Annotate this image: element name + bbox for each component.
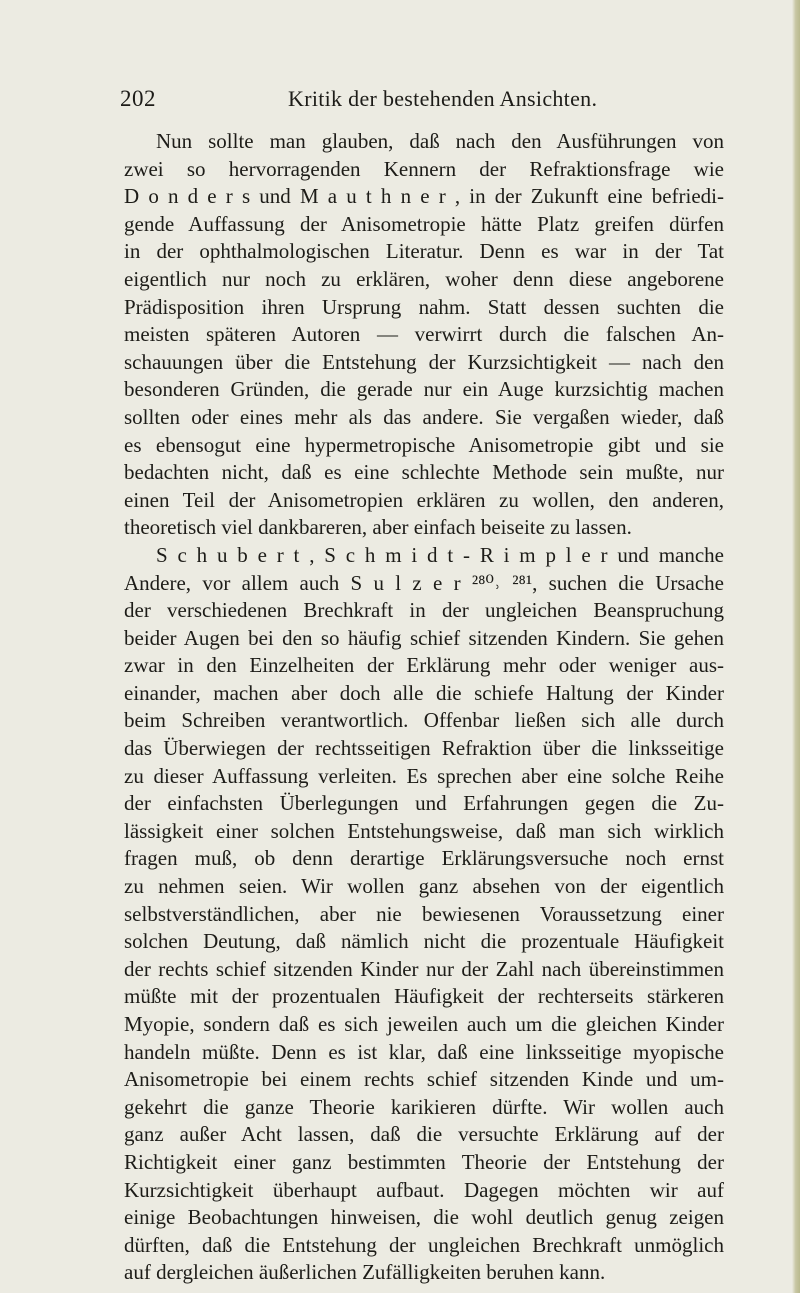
text-line: einen Teil der Anisometropien erklären zu wollen, den anderen,: [124, 487, 724, 512]
text-line: solchen Deutung, daß nämlich nicht die prozentuale Häufigkeit: [124, 929, 724, 954]
text-line: besonderen Gründen, die gerade nur ein Auge kurzsichtig machen: [124, 377, 724, 402]
text-line: selbstverständlichen, aber nie bewiesenen Voraussetzung einer: [124, 901, 724, 926]
text-line: beider Augen bei den so häufig schief sitzenden Kindern. Sie gehen: [124, 625, 724, 650]
text-line: es ebensogut eine hypermetropische Anisometropie gibt und sie: [124, 432, 724, 457]
text-line: zu dieser Auffassung verleiten. Es sprechen aber eine solche Reihe: [124, 763, 724, 788]
text-line: eigentlich nur noch zu erklären, woher denn diese angeborene: [124, 266, 724, 291]
text-line: Nun sollte man glauben, daß nach den Ausführungen von: [156, 129, 724, 153]
text-line: schauungen über die Entstehung der Kurzsichtigkeit — nach den: [124, 349, 724, 374]
text-line: einander, machen aber doch alle die schiefe Haltung der Kinder: [124, 680, 724, 705]
text-line: müßte mit der prozentualen Häufigkeit der rechterseits stärkeren: [124, 984, 724, 1009]
text-line: sollten oder eines mehr als das andere. Sie vergaßen wieder, daß: [124, 404, 724, 429]
text-line: zu nehmen seien. Wir wollen ganz absehen von der eigentlich: [124, 874, 724, 899]
text-line: beim Schreiben verantwortlich. Offenbar ließen sich alle durch: [124, 708, 724, 733]
text-line: gekehrt die ganze Theorie karikieren dürfte. Wir wollen auch: [124, 1094, 724, 1119]
text-line: fragen muß, ob denn derartige Erklärungsversuche noch ernst: [124, 846, 724, 871]
text-line: theoretisch viel dankbareren, aber einfach beiseite zu lassen.: [124, 515, 632, 540]
text-line: lässigkeit einer solchen Entstehungsweise, daß man sich wirklich: [124, 818, 724, 843]
text-line: Richtigkeit einer ganz bestimmten Theorie der Entstehung der: [124, 1149, 724, 1174]
text-line: der rechts schief sitzenden Kinder nur der Zahl nach übereinstimmen: [124, 956, 724, 981]
text-line: das Überwiegen der rechtsseitigen Refraktion über die linksseitige: [124, 736, 724, 761]
text-line: gende Auffassung der Anisometropie hätte Platz greifen dürfen: [124, 211, 724, 236]
text-line: Kurzsichtigkeit überhaupt aufbaut. Dagegen möchten wir auf: [124, 1177, 724, 1202]
text-line: zwei so hervorragenden Kennern der Refraktionsfrage wie: [124, 156, 724, 181]
running-header: [120, 84, 720, 114]
text-line: dürften, daß die Entstehung der ungleichen Brechkraft unmöglich: [124, 1232, 724, 1257]
text-line: Prädisposition ihren Ursprung nahm. Statt dessen suchten die: [124, 294, 724, 319]
text-line: in der ophthalmologischen Literatur. Denn es war in der Tat: [124, 239, 724, 264]
text-line: bedachten nicht, daß es eine schlechte Methode sein mußte, nur: [124, 460, 724, 485]
running-title: Kritik der bestehenden Ansichten.: [288, 86, 598, 111]
body-paragraph: [124, 128, 724, 1287]
text-line: handeln müßte. Denn es ist klar, daß eine linksseitige myopische: [124, 1039, 724, 1064]
text-line: D o n d e r s und M a u t h n e r , in der Zukunft eine befriedi-: [124, 184, 724, 209]
text-line: ganz außer Acht lassen, daß die versuchte Erklärung auf der: [124, 1122, 724, 1147]
text-line: zwar in den Einzelheiten der Erklärung mehr oder weniger aus-: [124, 653, 724, 678]
text-line: Myopie, sondern daß es sich jeweilen auch um die gleichen Kinder: [124, 1012, 724, 1036]
page-edge: [792, 0, 800, 1293]
text-line: der einfachsten Überlegungen und Erfahrungen gegen die Zu-: [124, 791, 724, 816]
page-number: 202: [120, 86, 156, 111]
text-line: meisten späteren Autoren — verwirrt durch die falschen An-: [124, 322, 724, 347]
text-line: S c h u b e r t , S c h m i d t - R i m p l e r und manche: [156, 542, 724, 567]
text-line: Anisometropie bei einem rechts schief sitzenden Kinde und um-: [124, 1067, 724, 1092]
text-line: einige Beobachtungen hinweisen, die wohl deutlich genug zeigen: [124, 1205, 724, 1230]
text-line: auf dergleichen äußerlichen Zufälligkeiten beruhen kann.: [124, 1260, 606, 1285]
text-line: Andere, vor allem auch S u l z e r ²⁸⁰˒ ²⁸¹, suchen die Ursache: [124, 570, 724, 595]
text-line: der verschiedenen Brechkraft in der ungleichen Beanspruchung: [124, 598, 724, 623]
